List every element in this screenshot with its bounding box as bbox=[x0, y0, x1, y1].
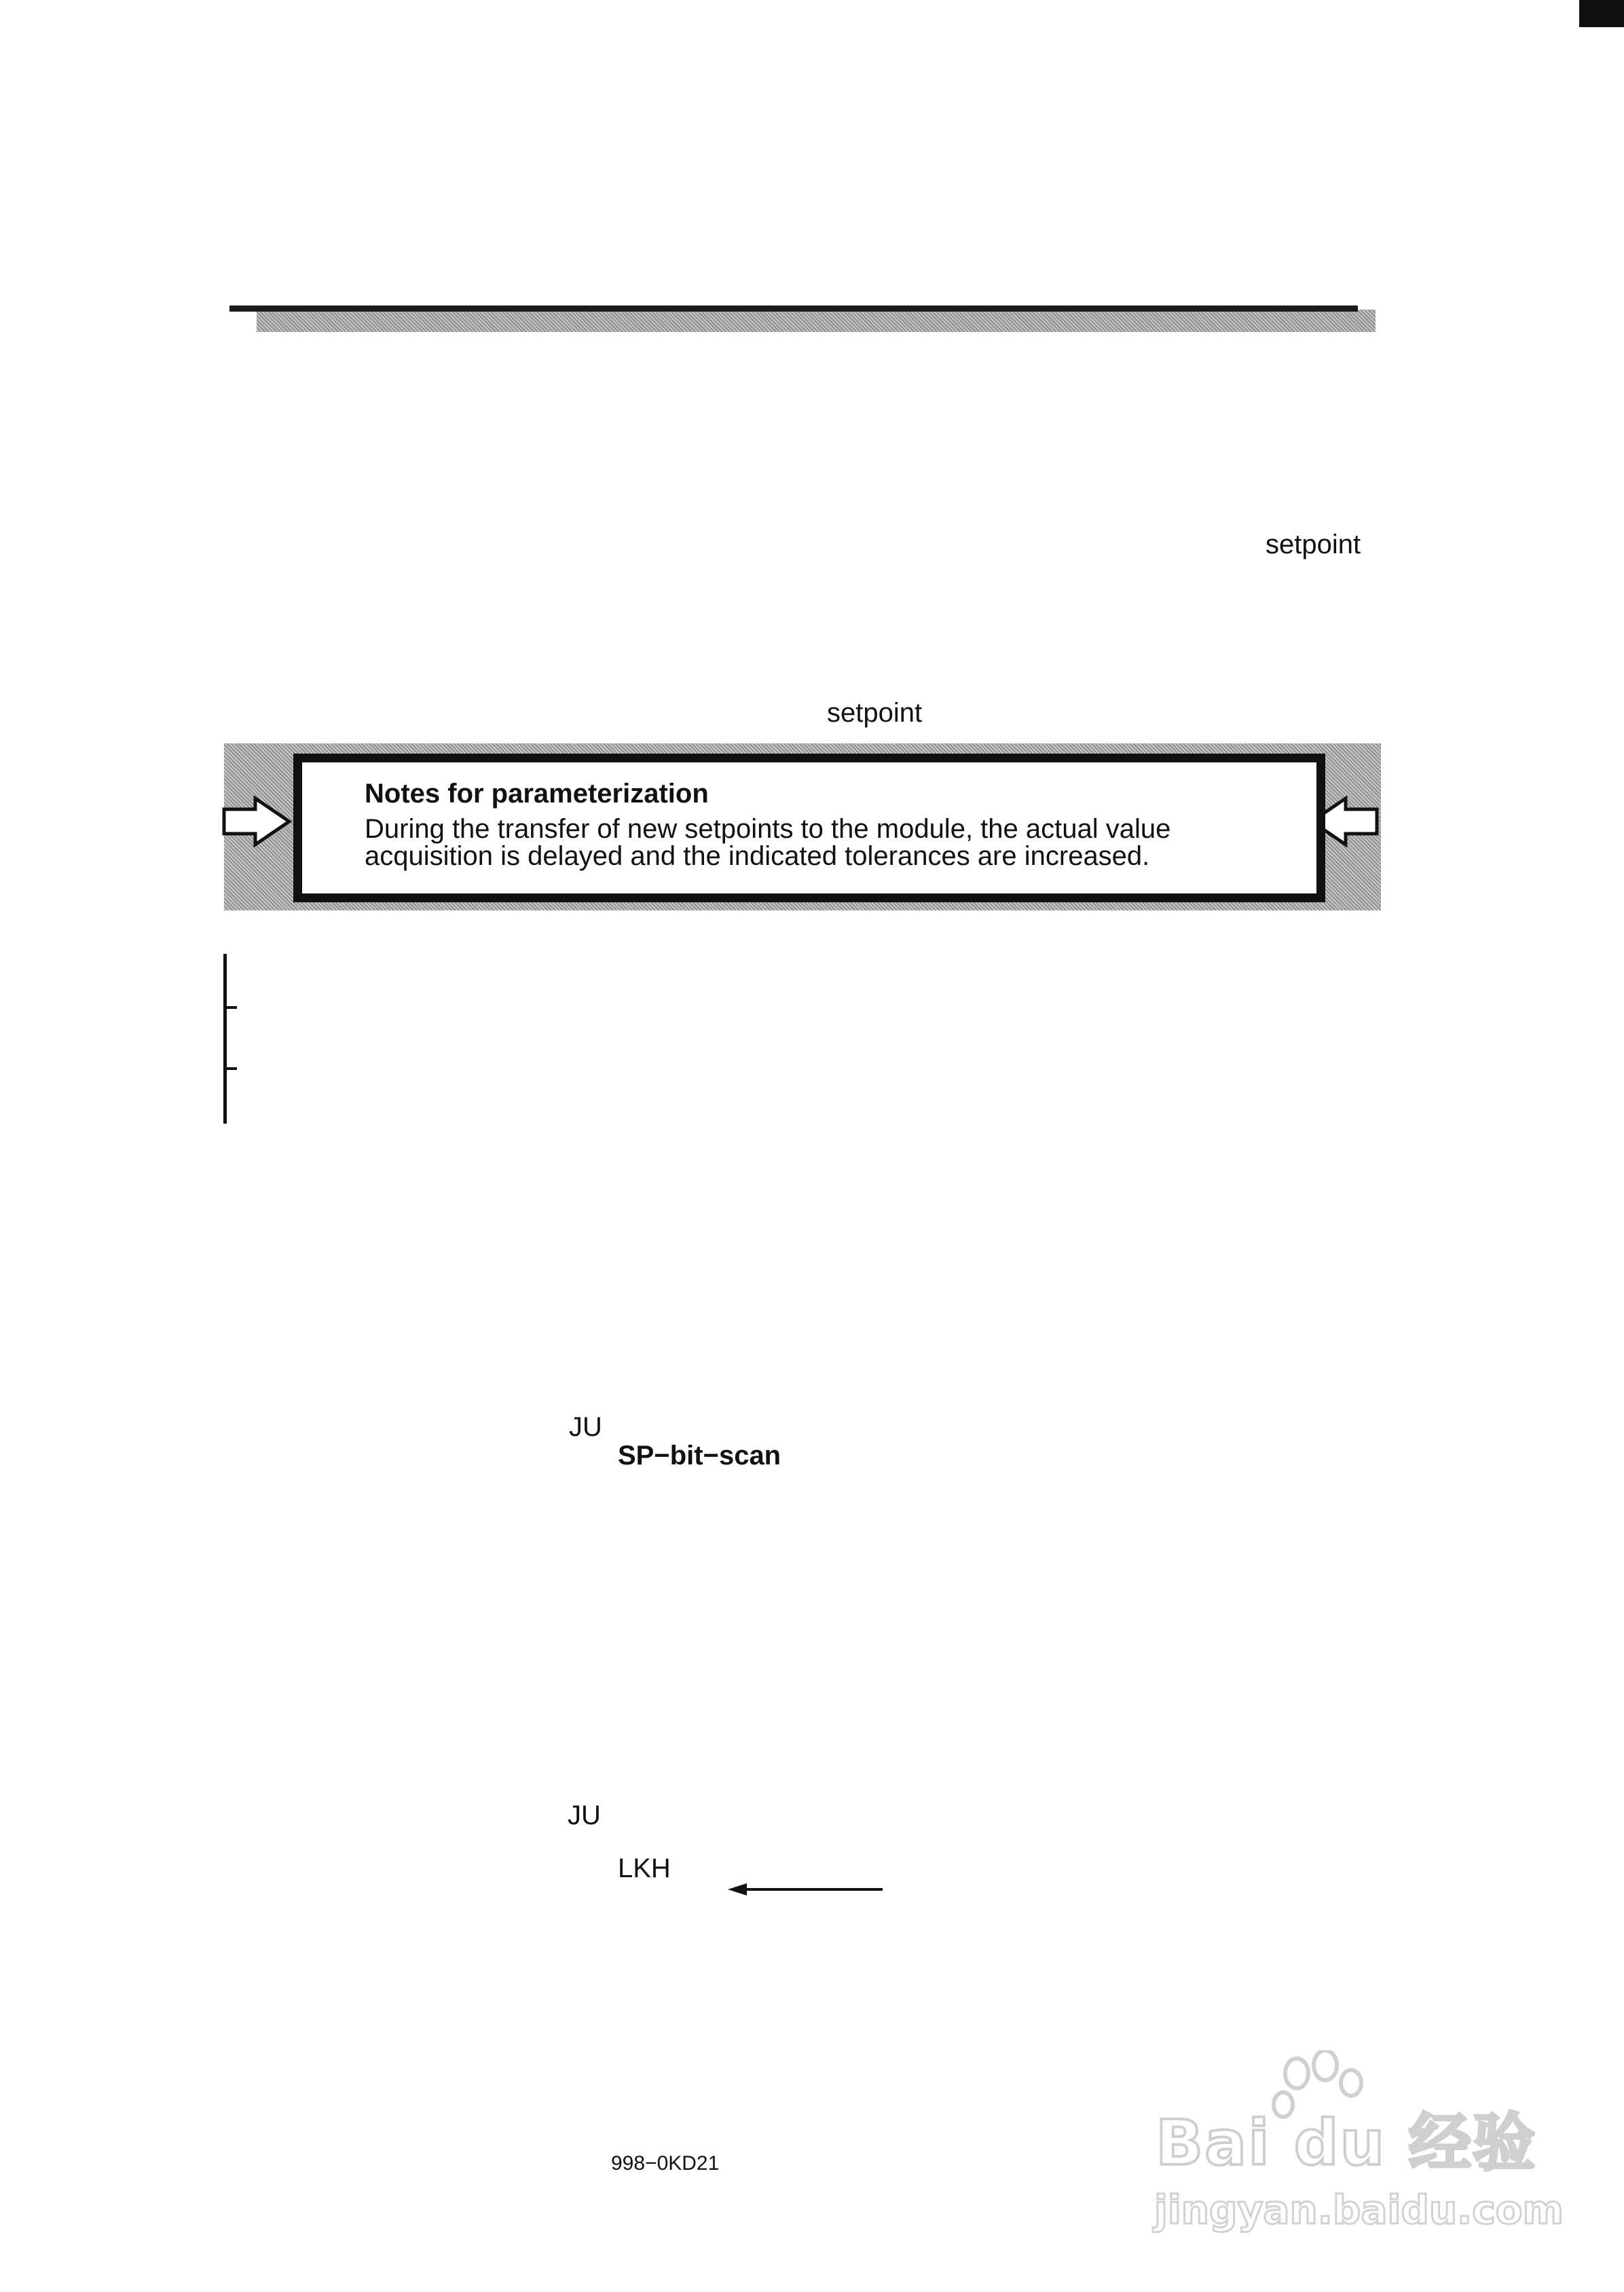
note-line-2: acquisition is delayed and the indicated tolerances are increased. bbox=[365, 841, 1150, 871]
document-code: 998−0KD21 bbox=[611, 2152, 720, 2175]
ju-label-1: JU bbox=[569, 1412, 602, 1442]
change-bar-tick bbox=[223, 1067, 237, 1070]
corner-marker bbox=[1579, 0, 1624, 27]
note-title: Notes for parameterization bbox=[365, 779, 709, 809]
lkh-label: LKH bbox=[618, 1853, 671, 1883]
note-line-1: During the transfer of new setpoints to the module, the actual value bbox=[365, 814, 1171, 844]
header-rule-shadow bbox=[257, 310, 1376, 332]
watermark-url: jingyan.baidu.com bbox=[1154, 2187, 1564, 2233]
watermark bbox=[1149, 2050, 1564, 2254]
left-arrow-icon bbox=[726, 1879, 884, 1900]
watermark-brand: Bai du 经验 bbox=[1156, 2107, 1537, 2179]
ju-label-2: JU bbox=[568, 1800, 601, 1830]
note-body bbox=[365, 815, 1170, 870]
change-bar-tick bbox=[223, 1006, 237, 1009]
sp-bit-scan-label: SP−bit−scan bbox=[618, 1441, 781, 1471]
parameterization-note bbox=[293, 754, 1325, 902]
setpoint-label-1: setpoint bbox=[1266, 530, 1361, 559]
header-rule bbox=[229, 306, 1358, 312]
setpoint-label-2: setpoint bbox=[827, 698, 923, 728]
change-bar bbox=[223, 954, 227, 1124]
right-pointing-arrow-icon bbox=[221, 796, 292, 847]
